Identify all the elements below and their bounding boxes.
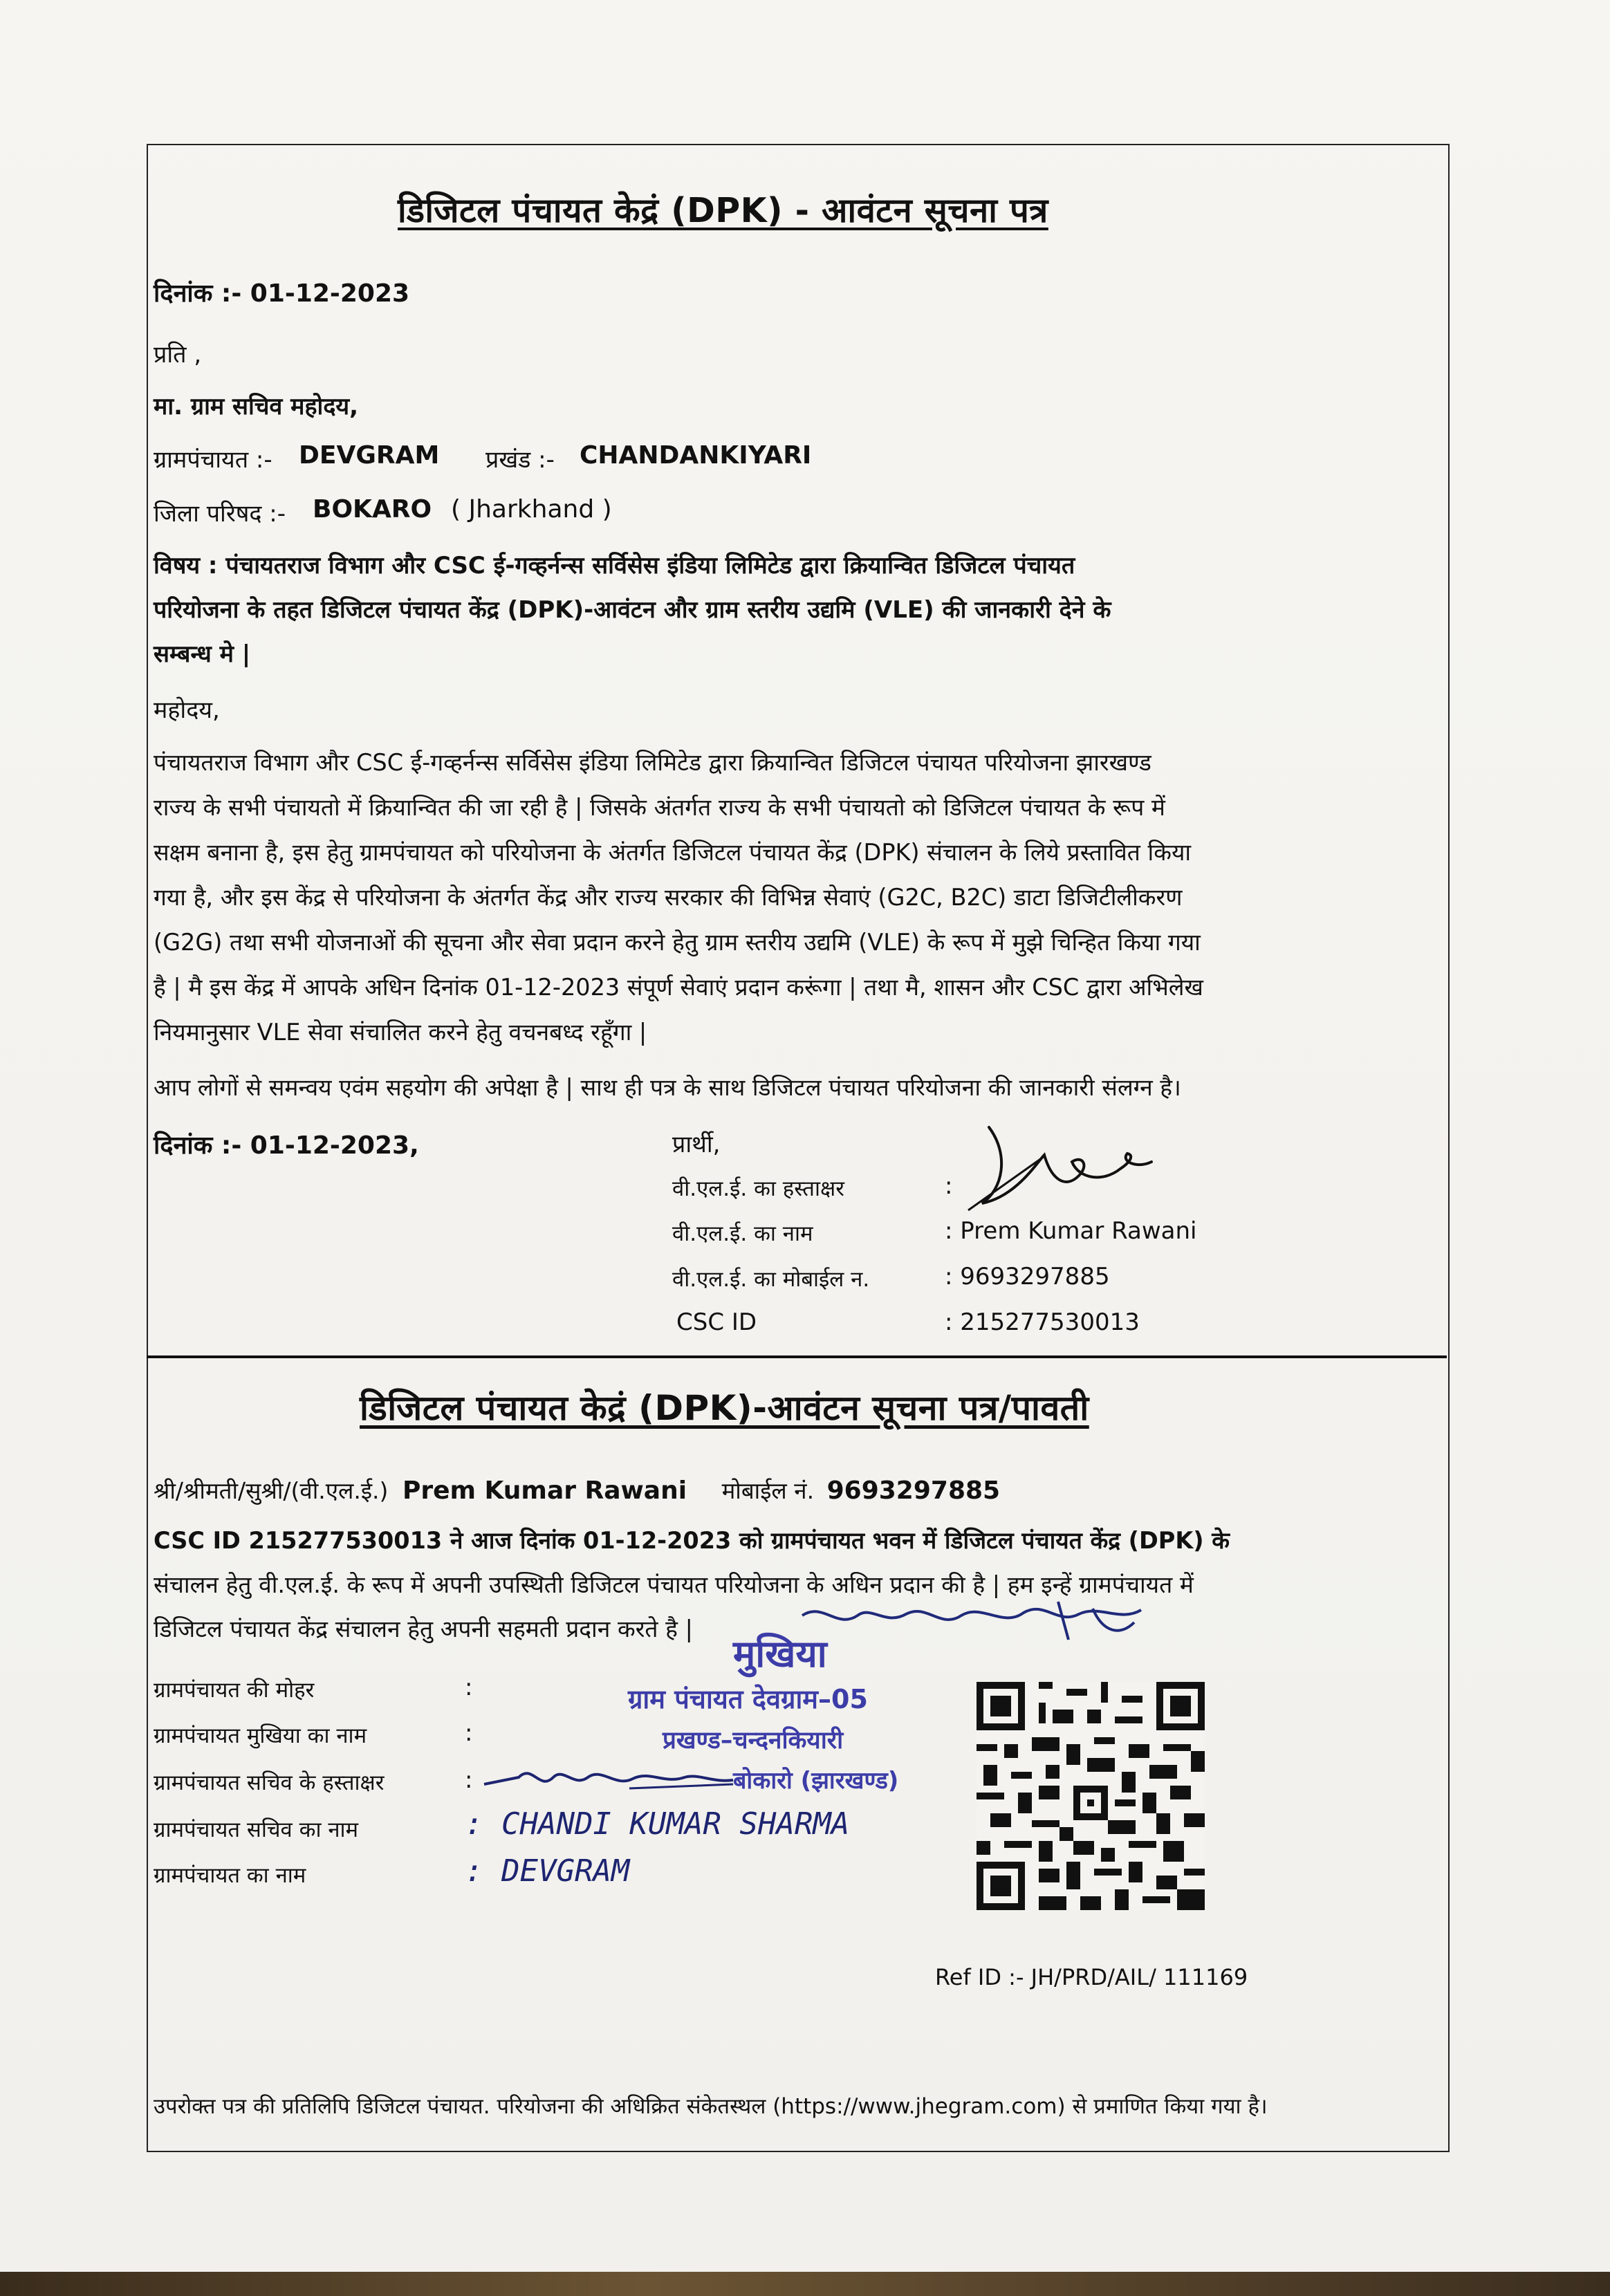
footer-date [154, 1127, 419, 1161]
receipt-body-line: संचालन हेतु वी.एल.ई. के रूप में अपनी उपस्थिती डिजिटल पंचायत परियोजना के अधिन प्रदान की है | हम इन्हें ग्रामपंचायत में [154, 1571, 1194, 1598]
verification-footer: उपरोक्त पत्र की प्रतिलिपि डिजिटल पंचायत. परियोजना की अधिक्रित संकेतस्थल (https://www.jhegram.com) से प्रमाणित किया गया है। [154, 2094, 1268, 2119]
stamp-line: ग्राम पंचायत देवग्राम–05 [628, 1684, 868, 1714]
csc-id-value: : 215277530013 [945, 1308, 1140, 1336]
subject-line: सम्बन्ध मे | [154, 640, 251, 668]
salutation: महोदय, [154, 696, 220, 724]
subject-block [154, 544, 1454, 676]
vle-name-value: : Prem Kumar Rawani [945, 1217, 1197, 1245]
ref-id: Ref ID :- JH/PRD/AIL/ 111169 [935, 1964, 1248, 1990]
csc-id-label: CSC ID [676, 1308, 757, 1336]
block-value: CHANDANKIYARI [580, 441, 812, 470]
body-line: पंचायतराज विभाग और CSC ई-गव्हर्नन्स सर्विसेस इंडिया लिमिटेड द्वारा क्रियान्वित डिजिटल पंचायत परियोजना झारखण्ड [154, 749, 1151, 776]
secretary-name-label: ग्रामपंचायत सचिव का नाम [154, 1817, 359, 1842]
mukhiya-name-label: ग्रामपंचायत मुखिया का नाम [154, 1723, 367, 1748]
receipt-title: डिजिटल पंचायत केद्रं (DPK)-आवंटन सूचना पत्र/पावती [360, 1388, 1089, 1428]
footer-date-text: दिनांक :- 01-12-2023, [154, 1131, 419, 1160]
stamp-line: बोकारो (झारखण्ड) [733, 1767, 899, 1795]
vle-signature-colon: : [945, 1172, 953, 1200]
seal-colon: : [465, 1674, 473, 1701]
body-line: नियमानुसार VLE सेवा संचालित करने हेतु वचनबध्द रहूँगा | [154, 1019, 647, 1046]
receipt-body-line: डिजिटल पंचायत केंद्र संचालन हेतु अपनी सहमती प्रदान करते है | [154, 1615, 693, 1642]
seal-label: ग्रामपंचायत की मोहर [154, 1678, 315, 1703]
notice-date: दिनांक :- 01-12-2023 [154, 279, 410, 308]
receipt-vle-name: Prem Kumar Rawani [402, 1476, 687, 1505]
gp-name-value: : DEVGRAM [465, 1853, 630, 1889]
body-paragraph [154, 740, 1454, 1055]
secretary-signature-colon: : [465, 1766, 473, 1794]
state-value: ( Jharkhand ) [451, 495, 612, 524]
prarthi: प्रार्थी, [672, 1131, 721, 1158]
secretary-signature-label: ग्रामपंचायत सचिव के हस्ताक्षर [154, 1770, 385, 1795]
gp-name-label: ग्रामपंचायत का नाम [154, 1863, 306, 1888]
vle-mobile-value: : 9693297885 [945, 1263, 1110, 1290]
district-value: BOKARO [313, 495, 432, 524]
receipt-mobile-label: मोबाईल नं. [721, 1477, 815, 1504]
addressee: मा. ग्राम सचिव महोदय, [154, 393, 359, 420]
qr-code-icon [977, 1682, 1205, 1910]
body-line: (G2G) तथा सभी योजनाओं की सूचना और सेवा प्रदान करने हेतु ग्राम स्तरीय उद्यमि (VLE) के रूप में मुझे चिन्हित किया गया [154, 929, 1201, 956]
stamp-line: प्रखण्ड–चन्दनकियारी [663, 1727, 844, 1755]
vle-name-label: वी.एल.ई. का नाम [672, 1221, 813, 1246]
receipt-prefix: श्री/श्रीमती/सुश्री/(वी.एल.ई.) [154, 1477, 389, 1504]
receipt-vle-line [154, 1474, 1000, 1506]
gram-panchayat-value: DEVGRAM [299, 441, 440, 470]
body-line: सक्षम बनाना है, इस हेतु ग्रामपंचायत को परियोजना के अंतर्गत डिजिटल पंचायत केंद्र (DPK) संचालन के लिये प्रस्तावित किया [154, 839, 1192, 866]
body-line: राज्य के सभी पंचायतो में क्रियान्वित की जा रही है | जिसके अंतर्गत राज्य के सभी पंचायतो को डिजिटल पंचायत के रूप में [154, 794, 1165, 821]
stamp-title: मुखिया [733, 1632, 827, 1676]
body-line: है | मै इस केंद्र में आपके अधिन दिनांक 01-12-2023 संपूर्ण सेवाएं प्रदान करूंगा | तथा मै, शासन और CSC द्वारा अभिलेख [154, 974, 1203, 1001]
vle-signature-label: वी.एल.ई. का हस्ताक्षर [672, 1176, 844, 1201]
mukhiya-name-colon: : [465, 1719, 473, 1747]
block-label: प्रखंड :- [485, 446, 555, 474]
secretary-signature [477, 1757, 740, 1798]
receipt-body-line: CSC ID 215277530013 ने आज दिनांक 01-12-2023 को ग्रामपंचायत भवन में डिजिटल पंचायत केंद्र (DPK) के [154, 1527, 1230, 1554]
closing-line: आप लोगों से समन्वय एवंम सहयोग की अपेक्षा है | साथ ही पत्र के साथ डिजिटल पंचायत परियोजना की जानकारी संलग्न है। [154, 1074, 1181, 1101]
gram-panchayat-label: ग्रामपंचायत :- [154, 446, 272, 474]
subject-line: परियोजना के तहत डिजिटल पंचायत केंद्र (DPK)-आवंटन और ग्राम स्तरीय उद्यमि (VLE) की जानकारी देने के [154, 596, 1111, 624]
section-divider [147, 1355, 1447, 1358]
secretary-name-value: : CHANDI KUMAR SHARMA [465, 1806, 850, 1842]
notice-title: डिजिटल पंचायत केद्रं (DPK) - आवंटन सूचना पत्र [398, 191, 1048, 230]
mukhiya-signature [795, 1595, 1155, 1650]
receipt-mobile: 9693297885 [826, 1476, 1001, 1505]
prati-text: प्रति , [154, 341, 202, 369]
district-label: जिला परिषद :- [154, 500, 286, 528]
vle-mobile-label: वी.एल.ई. का मोबाईल न. [672, 1267, 870, 1292]
vle-signature [961, 1113, 1155, 1217]
subject-line: विषय : पंचायतराज विभाग और CSC ई-गव्हर्नन्स सर्विसेस इंडिया लिमिटेड द्वारा क्रियान्वित डिजिटल पंचायत [154, 552, 1075, 580]
body-line: गया है, और इस केंद्र से परियोजना के अंतर्गत केंद्र और राज्य सरकार की विभिन्न सेवाएं (G2C, B2C) डाटा डिजिटीलीकरण [154, 884, 1183, 911]
scan-background-edge [0, 2272, 1610, 2296]
